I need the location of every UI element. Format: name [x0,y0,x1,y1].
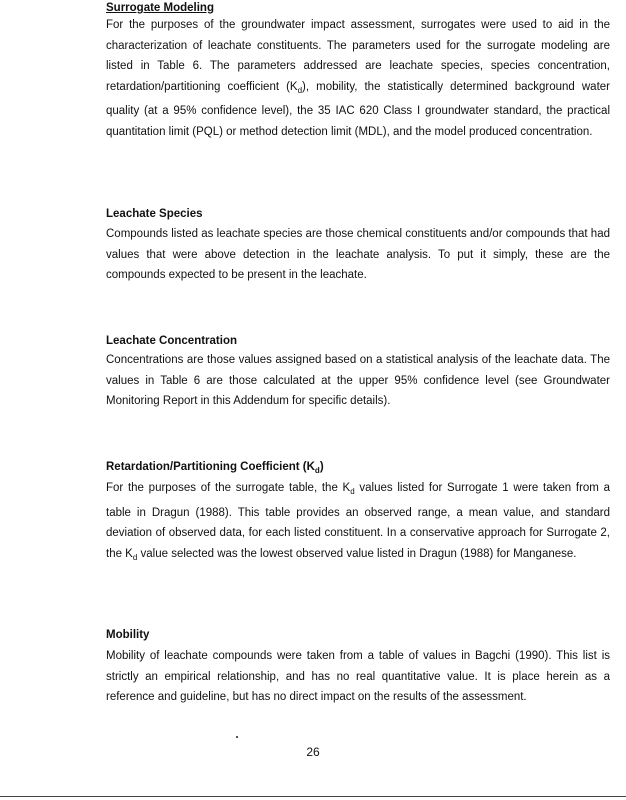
paragraph-surrogate-modeling: For the purposes of the groundwater impact assessment, surrogates were used to aid in the characterization of leachate constituents. The parameters used for the surrogate modeling are listed in Table 6. The parameters addressed are leachate species, species concentration, retardation/partitioning coefficient $(K_d)$, mobility, the statistically determined background water quality (at a 95% confidence level), the 35 IAC 620 Class I groundwater standard, the practical quantitation limit (PQL) or method detection limit (MDL), and the model produced concentration. [106,19,610,138]
bottom-rule [0,796,626,797]
heading-retardation-coefficient: Retardation/Partitioning Coefficient $(K_d)$ [106,461,324,475]
heading-leachate-species: Leachate Species [106,208,203,220]
paragraph-leachate-species: Compounds listed as leachate species are those chemical constituents and/or compounds that had values that were above detection in the leachate analysis. To put it simply, these are the compounds expected to be present in the leachate. [106,228,610,281]
paragraph-leachate-concentration: Concentrations are those values assigned based on a statistical analysis of the leachate data. The values in Table 6 are those calculated at the upper 95% confidence level (see Groundwater Monitoring Report in this Addendum for specific details). [106,354,610,407]
heading-mobility: Mobility [106,629,150,641]
paragraph-retardation-coefficient: For the purposes of the surrogate table, the $K_d$ values listed for Surrogate 1 were taken from a table in Dragun (1988). This table provides an observed range, a mean value, and standard deviation of observed data, for each listed constituent. In a conservative approach for Surrogate 2, the $K_d$ value selected was the lowest observed value listed in Dragun (1988) for Manganese. [106,482,610,562]
heading-surrogate-modeling: Surrogate Modeling [106,2,214,14]
scan-speck [236,736,238,738]
paragraph-mobility: Mobility of leachate compounds were taken from a table of values in Bagchi (1990). This list is strictly an empirical relationship, and has no real quantitative value. It is place herein as a reference and guideline, but has no direct impact on the results of the assessment. [106,650,610,703]
page-number: 26 [306,745,320,759]
heading-leachate-concentration: Leachate Concentration [106,335,237,347]
